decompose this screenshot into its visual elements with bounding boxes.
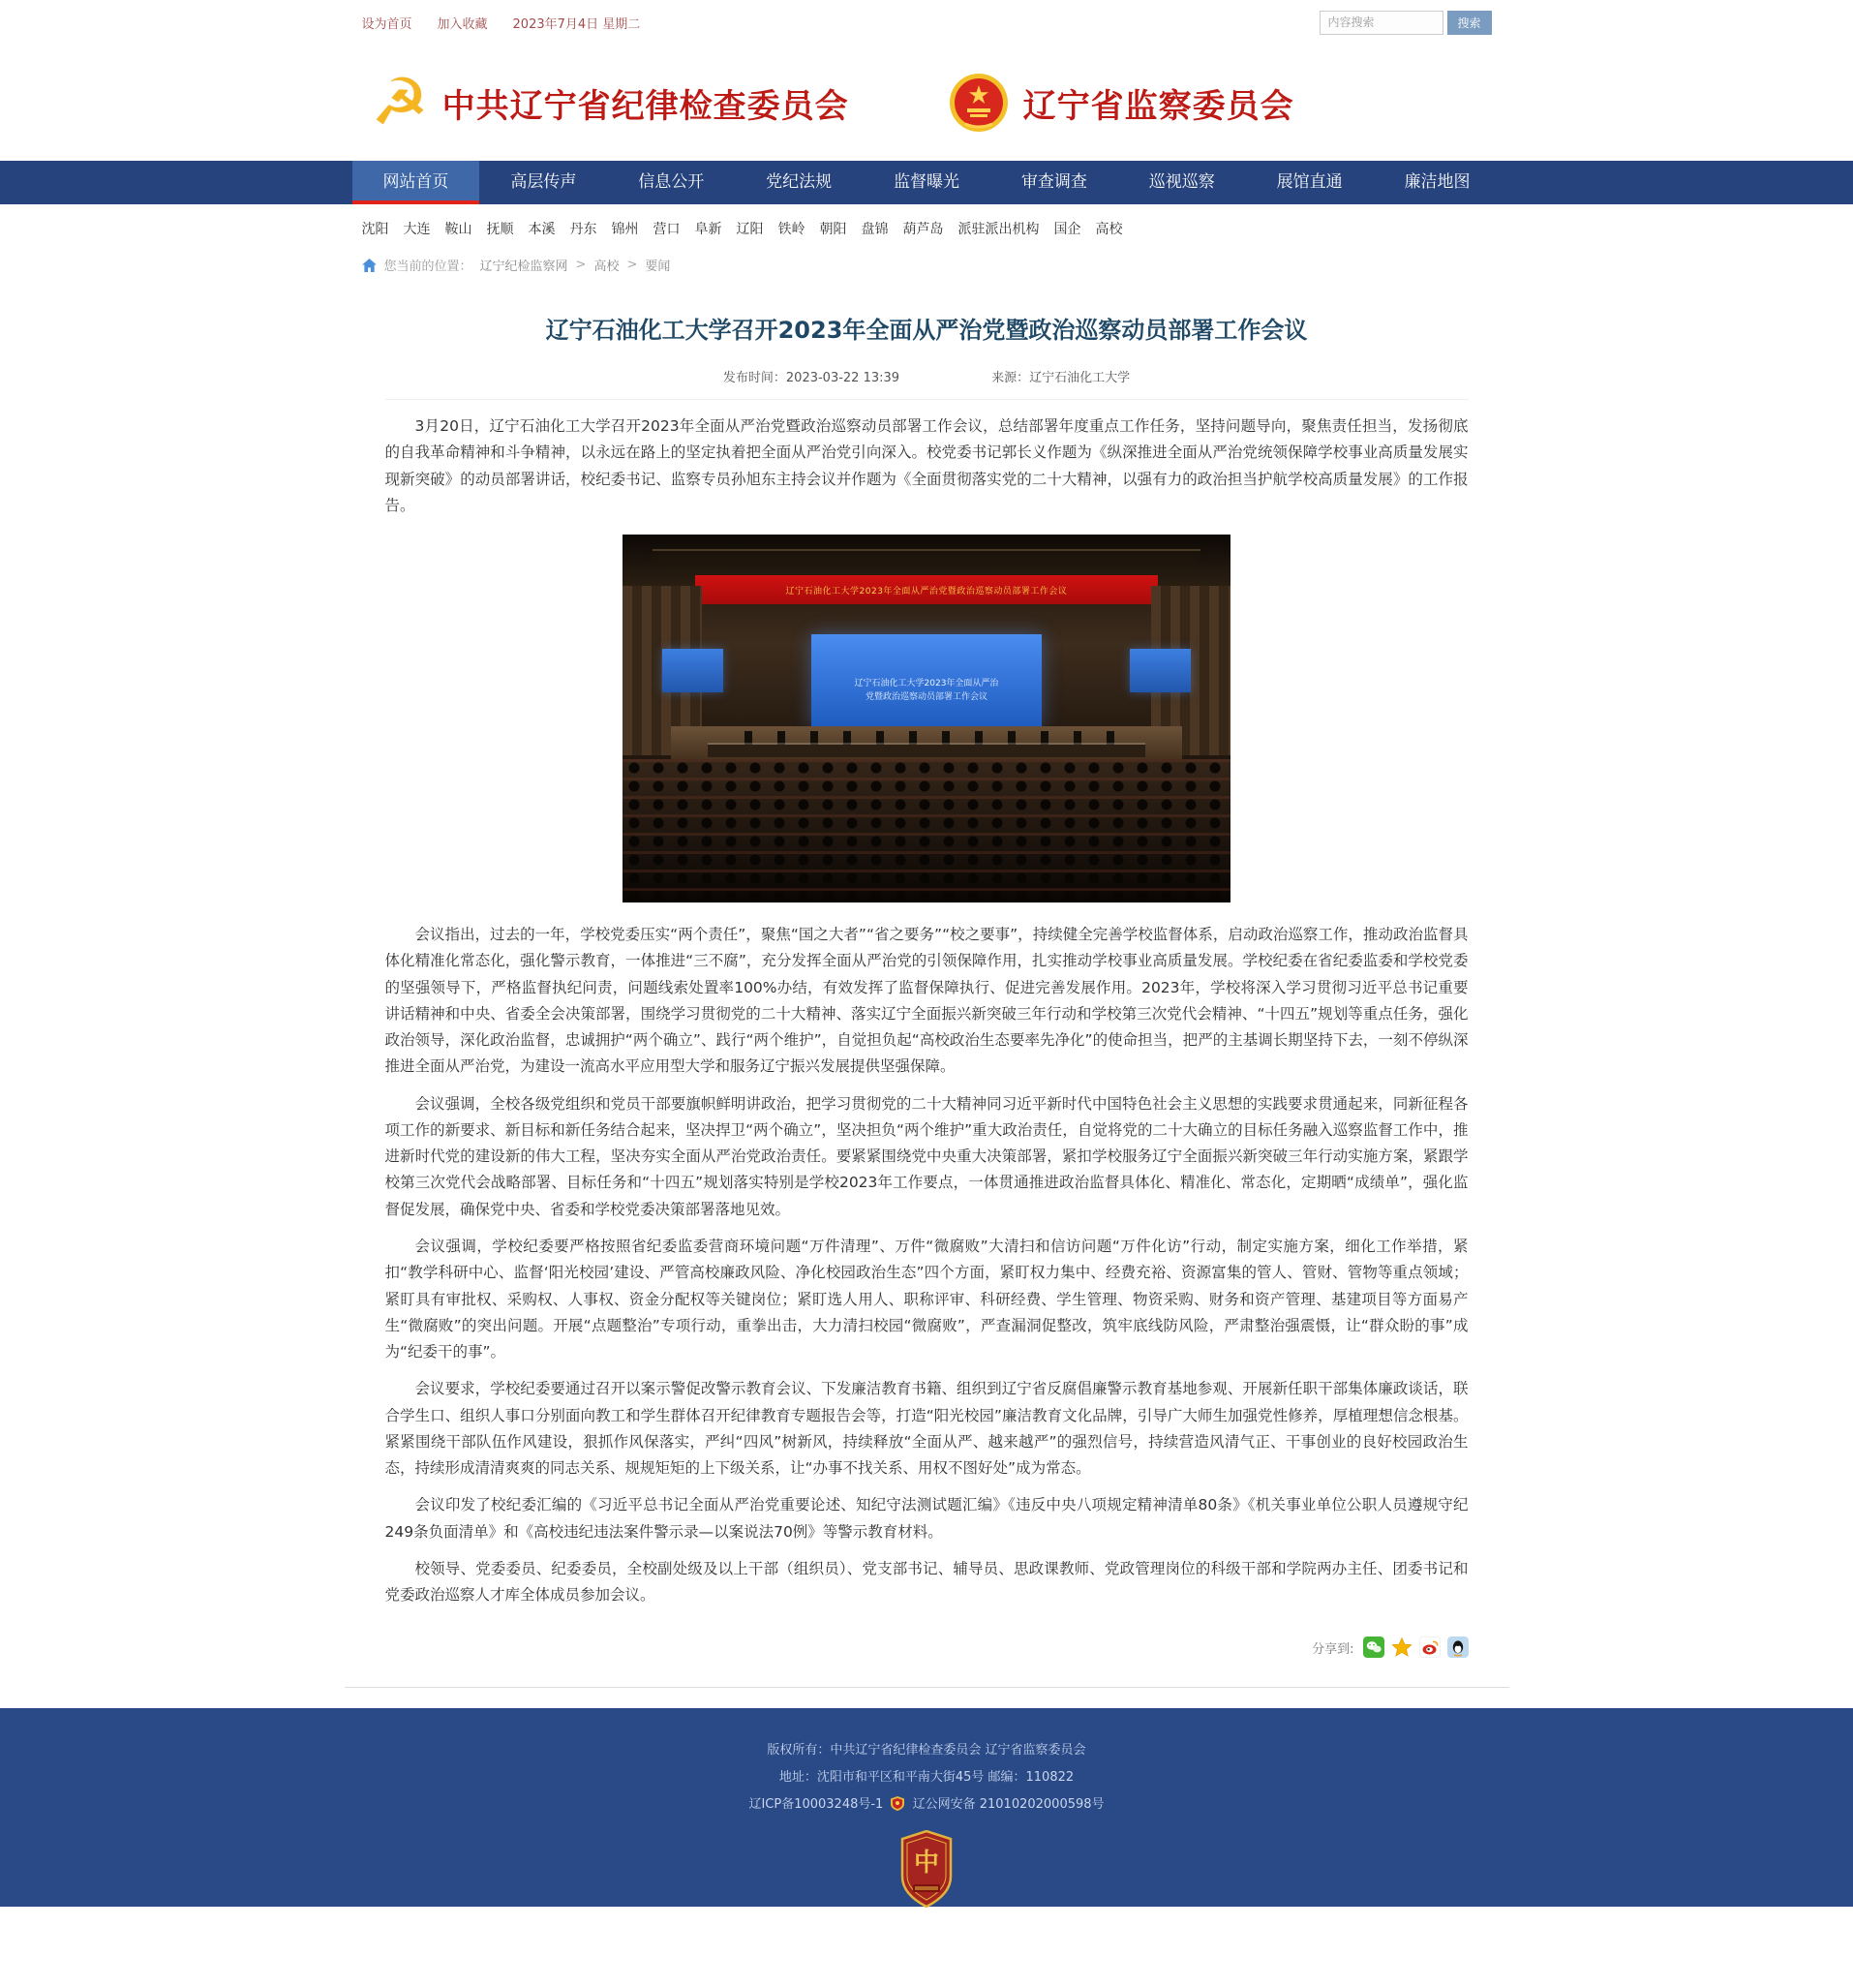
- site-header: [0, 45, 1853, 161]
- photo-side-screen-left: [662, 649, 723, 693]
- public-security-badge-icon: [891, 1796, 904, 1811]
- subnav-item-dalian[interactable]: 大连: [403, 222, 431, 237]
- breadcrumb: [0, 250, 1853, 284]
- subnav-item-liaoyang[interactable]: 辽阳: [736, 222, 764, 237]
- photo-ceiling-light: [653, 549, 1200, 551]
- discipline-commission-title: 中共辽宁省纪律检查委员会: [441, 86, 849, 126]
- nav-item-inspection-tours[interactable]: 巡视巡察: [1148, 172, 1215, 192]
- add-favorite-link[interactable]: 加入收藏: [437, 16, 488, 32]
- photo-banner: 辽宁石油化工大学2023年全面从严治党暨政治巡察动员部署工作会议: [695, 575, 1157, 604]
- party-emblem-icon: ☭: [371, 65, 429, 139]
- copyright-line: 版权所有：中共辽宁省纪律检查委员会 辽宁省监察委员会: [767, 1743, 1086, 1759]
- nav-item-party-rules[interactable]: 党纪法规: [766, 172, 833, 192]
- article: [345, 284, 1509, 1608]
- article-paragraph: 会议要求，学校纪委要通过召开以案示警促改警示教育会议、下发廉洁教育书籍、组织到辽宁省反腐倡廉警示教育基地参观、开展新任职干部集体廉政谈话，联合学生口、组织人事口分别面向教工和学生群体召开纪律教育专题报告会等，打造“阳光校园”廉洁教育文化品牌，引导广大师生加强党性修养，厚植理想信念根基。紧紧围绕干部队伍作风建设，狠抓作风保落实，严纠“四风”树新风，持续释放“全面从严、越来越严”的强烈信号，持续营造风清气正、干事创业的良好校园政治生态，持续形成清清爽爽的同志关系、规规矩矩的上下级关系，让“办事不找关系、用权不图好处”成为常态。: [384, 1380, 1469, 1478]
- svg-text:中: 中: [913, 1849, 940, 1879]
- address-line: 地址：沈阳市和平区和平南大街45号 邮编：110822: [778, 1770, 1075, 1786]
- current-date: 2023年7月4日 星期二: [512, 16, 641, 32]
- search-box: [1320, 11, 1492, 35]
- topbar: [0, 0, 1853, 45]
- publish-time: 发布时间：2023-03-22 13:39: [722, 371, 900, 385]
- subnav-item-chaoyang[interactable]: 朝阳: [819, 222, 847, 237]
- site-footer: [0, 1708, 1853, 1907]
- discipline-commission-logo-group[interactable]: [371, 65, 849, 139]
- nav-item-exhibition[interactable]: 展馆直通: [1276, 172, 1343, 192]
- subnav-item-fushun[interactable]: 抚顺: [486, 222, 514, 237]
- subnav-item-anshan[interactable]: 鞍山: [444, 222, 472, 237]
- article-meta: [385, 367, 1469, 400]
- photo-audience: [623, 759, 1230, 902]
- nav-item-integrity-map[interactable]: 廉洁地图: [1404, 172, 1471, 192]
- article-paragraph: 校领导、党委委员、纪委委员，全校副处级及以上干部（组织员）、党支部书记、辅导员、思政课教师、党政管理岗位的科级干部和学院两办主任、团委书记和党委政治巡察人才库全体成员参加会议。: [384, 1559, 1469, 1605]
- subnav-item-universities[interactable]: 高校: [1095, 222, 1123, 237]
- photo-side-screen-right: [1130, 649, 1191, 693]
- home-icon[interactable]: [362, 259, 377, 272]
- subnav-item-jinzhou[interactable]: 锦州: [611, 222, 639, 237]
- subnav-item-state-enterprises[interactable]: 国企: [1053, 222, 1081, 237]
- photo-head-table: [708, 745, 1145, 757]
- breadcrumb-current[interactable]: 要闻: [645, 260, 671, 274]
- nav-item-info-disclosure[interactable]: 信息公开: [638, 172, 705, 192]
- footer-divider: [345, 1687, 1509, 1688]
- discipline-inspection-shield-icon[interactable]: [899, 1830, 954, 1908]
- set-homepage-link[interactable]: 设为首页: [361, 16, 412, 32]
- subnav-item-shenyang[interactable]: 沈阳: [361, 222, 389, 237]
- share-label: 分享到:: [1312, 1641, 1354, 1657]
- nav-item-home[interactable]: 网站首页: [352, 161, 480, 204]
- topbar-links: [362, 14, 641, 32]
- supervisory-commission-logo-group[interactable]: [948, 72, 1294, 134]
- photo-main-screen: 辽宁石油化工大学2023年全面从严治 党暨政治巡察动员部署工作会议: [811, 634, 1043, 726]
- subnav-item-panjin[interactable]: 盘锦: [861, 222, 889, 237]
- wechat-share-icon[interactable]: [1363, 1636, 1384, 1658]
- icp-line: [0, 1791, 1853, 1819]
- search-button[interactable]: 搜索: [1447, 11, 1492, 35]
- supervisory-commission-title: 辽宁省监察委员会: [1022, 86, 1294, 126]
- article-paragraph: 会议强调，全校各级党组织和党员干部要旗帜鲜明讲政治，把学习贯彻党的二十大精神同习近平新时代中国特色社会主义思想的实践要求贯通起来，同新征程各项工作的新要求、新目标和新任务结合起来，坚决捍卫“两个确立”，坚决担负“两个维护”重大政治责任，自觉将党的二十大确立的目标任务融入巡察监督工作中，推进新时代党的建设新的伟大工程，坚决夯实全面从严治党政治责任。要紧紧围绕党中央重大决策部署，紧扣学校服务辽宁全面振兴新突破三年行动实施方案，紧跟学校第三次党代会战略部署、目标任务和“十四五”规划落实特别是学校2023年工作要点，一体贯通推进政治监督具体化、精准化、常态化，定期晒“成绩单”，强化监督促发展，确保党中央、省委和学校党委决策部署落地见效。: [384, 1094, 1469, 1218]
- article-source: 来源：辽宁石油化工大学: [991, 371, 1131, 385]
- breadcrumb-label: 您当前的位置：: [383, 260, 472, 274]
- conference-photo: [623, 535, 1230, 902]
- region-subnav: [0, 204, 1853, 250]
- breadcrumb-separator: >: [626, 258, 638, 272]
- article-title: 辽宁石油化工大学召开2023年全面从严治党暨政治巡察动员部署工作会议: [545, 317, 1308, 344]
- subnav-item-tieling[interactable]: 铁岭: [777, 222, 805, 237]
- share-row: [345, 1619, 1509, 1658]
- favorite-star-icon[interactable]: [1391, 1636, 1413, 1658]
- qq-share-icon[interactable]: [1447, 1636, 1469, 1658]
- subnav-item-yingkou[interactable]: 营口: [653, 222, 681, 237]
- search-input[interactable]: [1320, 11, 1443, 35]
- subnav-item-dispatched-agencies[interactable]: 派驻派出机构: [957, 222, 1040, 237]
- breadcrumb-root-link[interactable]: 辽宁纪检监察网: [479, 260, 568, 274]
- breadcrumb-separator: >: [575, 258, 587, 272]
- nav-item-voice[interactable]: 高层传声: [510, 172, 577, 192]
- subnav-item-fuxin[interactable]: 阜新: [694, 222, 722, 237]
- nav-item-supervision-exposure[interactable]: 监督曝光: [894, 172, 959, 192]
- subnav-item-huludao[interactable]: 葫芦岛: [902, 222, 944, 237]
- article-paragraph: 3月20日，辽宁石油化工大学召开2023年全面从严治党暨政治巡察动员部署工作会议，总结部署年度重点工作任务，坚持问题导向，聚焦责任担当，发扬彻底的自我革命精神和斗争精神，以永远在路上的坚定执着把全面从严治党引向深入。校党委书记郭长义作题为《纵深推进全面从严治党统领保障学校事业高质量发展实现新突破》的动员部署讲话，校纪委书记、监察专员孙旭东主持会议并作题为《全面贯彻落实党的二十大精神，以强有力的政治担当护航学校高质量发展》的工作报告。: [384, 417, 1469, 514]
- main-nav: [0, 161, 1853, 204]
- article-paragraph: 会议强调，学校纪委要严格按照省纪委监委营商环境问题“万件清理”、万件“微腐败”大清扫和信访问题“万件化访”行动，制定实施方案，细化工作举措，紧扣“教学科研中心、监督‘阳光校园’建设、严管高校廉政风险、净化校园政治生态”四个方面，紧盯权力集中、经费充裕、资源富集的管人、管财、管物等重点领域；紧盯具有审批权、采购权、人事权、资金分配权等关键岗位；紧盯选人用人、职称评审、科研经费、学生管理、物资采购、财务和资产管理、基建项目等方面易产生“微腐败”的突出问题。开展“点题整治”专项行动，重拳出击，大力清扫校园“微腐败”，严查漏洞促整改，筑牢底线防风险，严肃整治强震慑，让“群众盼的事”成为“纪委干的事”。: [384, 1237, 1469, 1361]
- subnav-item-benxi[interactable]: 本溪: [528, 222, 556, 237]
- article-paragraph: 会议印发了校纪委汇编的《习近平总书记全面从严治党重要论述、知纪守法测试题汇编》《违反中央八项规定精神清单80条》《机关事业单位公职人员遵规守纪249条负面清单》和《高校违纪违法案件警示录—以案说法70例》等警示教育材料。: [384, 1496, 1469, 1541]
- national-emblem-icon: [948, 72, 1010, 134]
- article-paragraph: 会议指出，过去的一年，学校党委压实“两个责任”，聚焦“国之大者”“省之要务”“校之要事”，持续健全完善学校监督体系，启动政治巡察工作，推动政治监督具体化精准化常态化，强化警示教育，一体推进“三不腐”，充分发挥全面从严治党的引领保障作用，扎实推动学校事业高质量发展。学校纪委在省纪委监委和学校党委的坚强领导下，严格监督执纪问责，问题线索处置率100%办结，有效发挥了监督保障执行、促进完善发展作用。2023年，学校将深入学习贯彻习近平总书记重要讲话精神和中央、省委全会决策部署，围绕学习贯彻党的二十大精神、落实辽宁全面振兴新突破三年行动和学校第三次党代会精神、“十四五”规划等重点任务，强化政治领导，深化政治监督，忠诚拥护“两个确立”、践行“两个维护”，自觉担负起“高校政治生态要率先净化”的使命担当，把严的主基调长期坚持下去，一刻不停纵深推进全面从严治党，为建设一流高水平应用型大学和服务辽宁振兴发展提供坚强保障。: [384, 926, 1469, 1076]
- nav-item-investigation[interactable]: 审查调查: [1020, 172, 1087, 192]
- subnav-item-dandong[interactable]: 丹东: [569, 222, 597, 237]
- breadcrumb-section-link[interactable]: 高校: [593, 260, 620, 274]
- security-filing-number[interactable]: 辽公网安备 21010202000598号: [912, 1797, 1105, 1813]
- weibo-share-icon[interactable]: [1419, 1636, 1441, 1658]
- icp-number[interactable]: 辽ICP备10003248号-1: [748, 1797, 884, 1813]
